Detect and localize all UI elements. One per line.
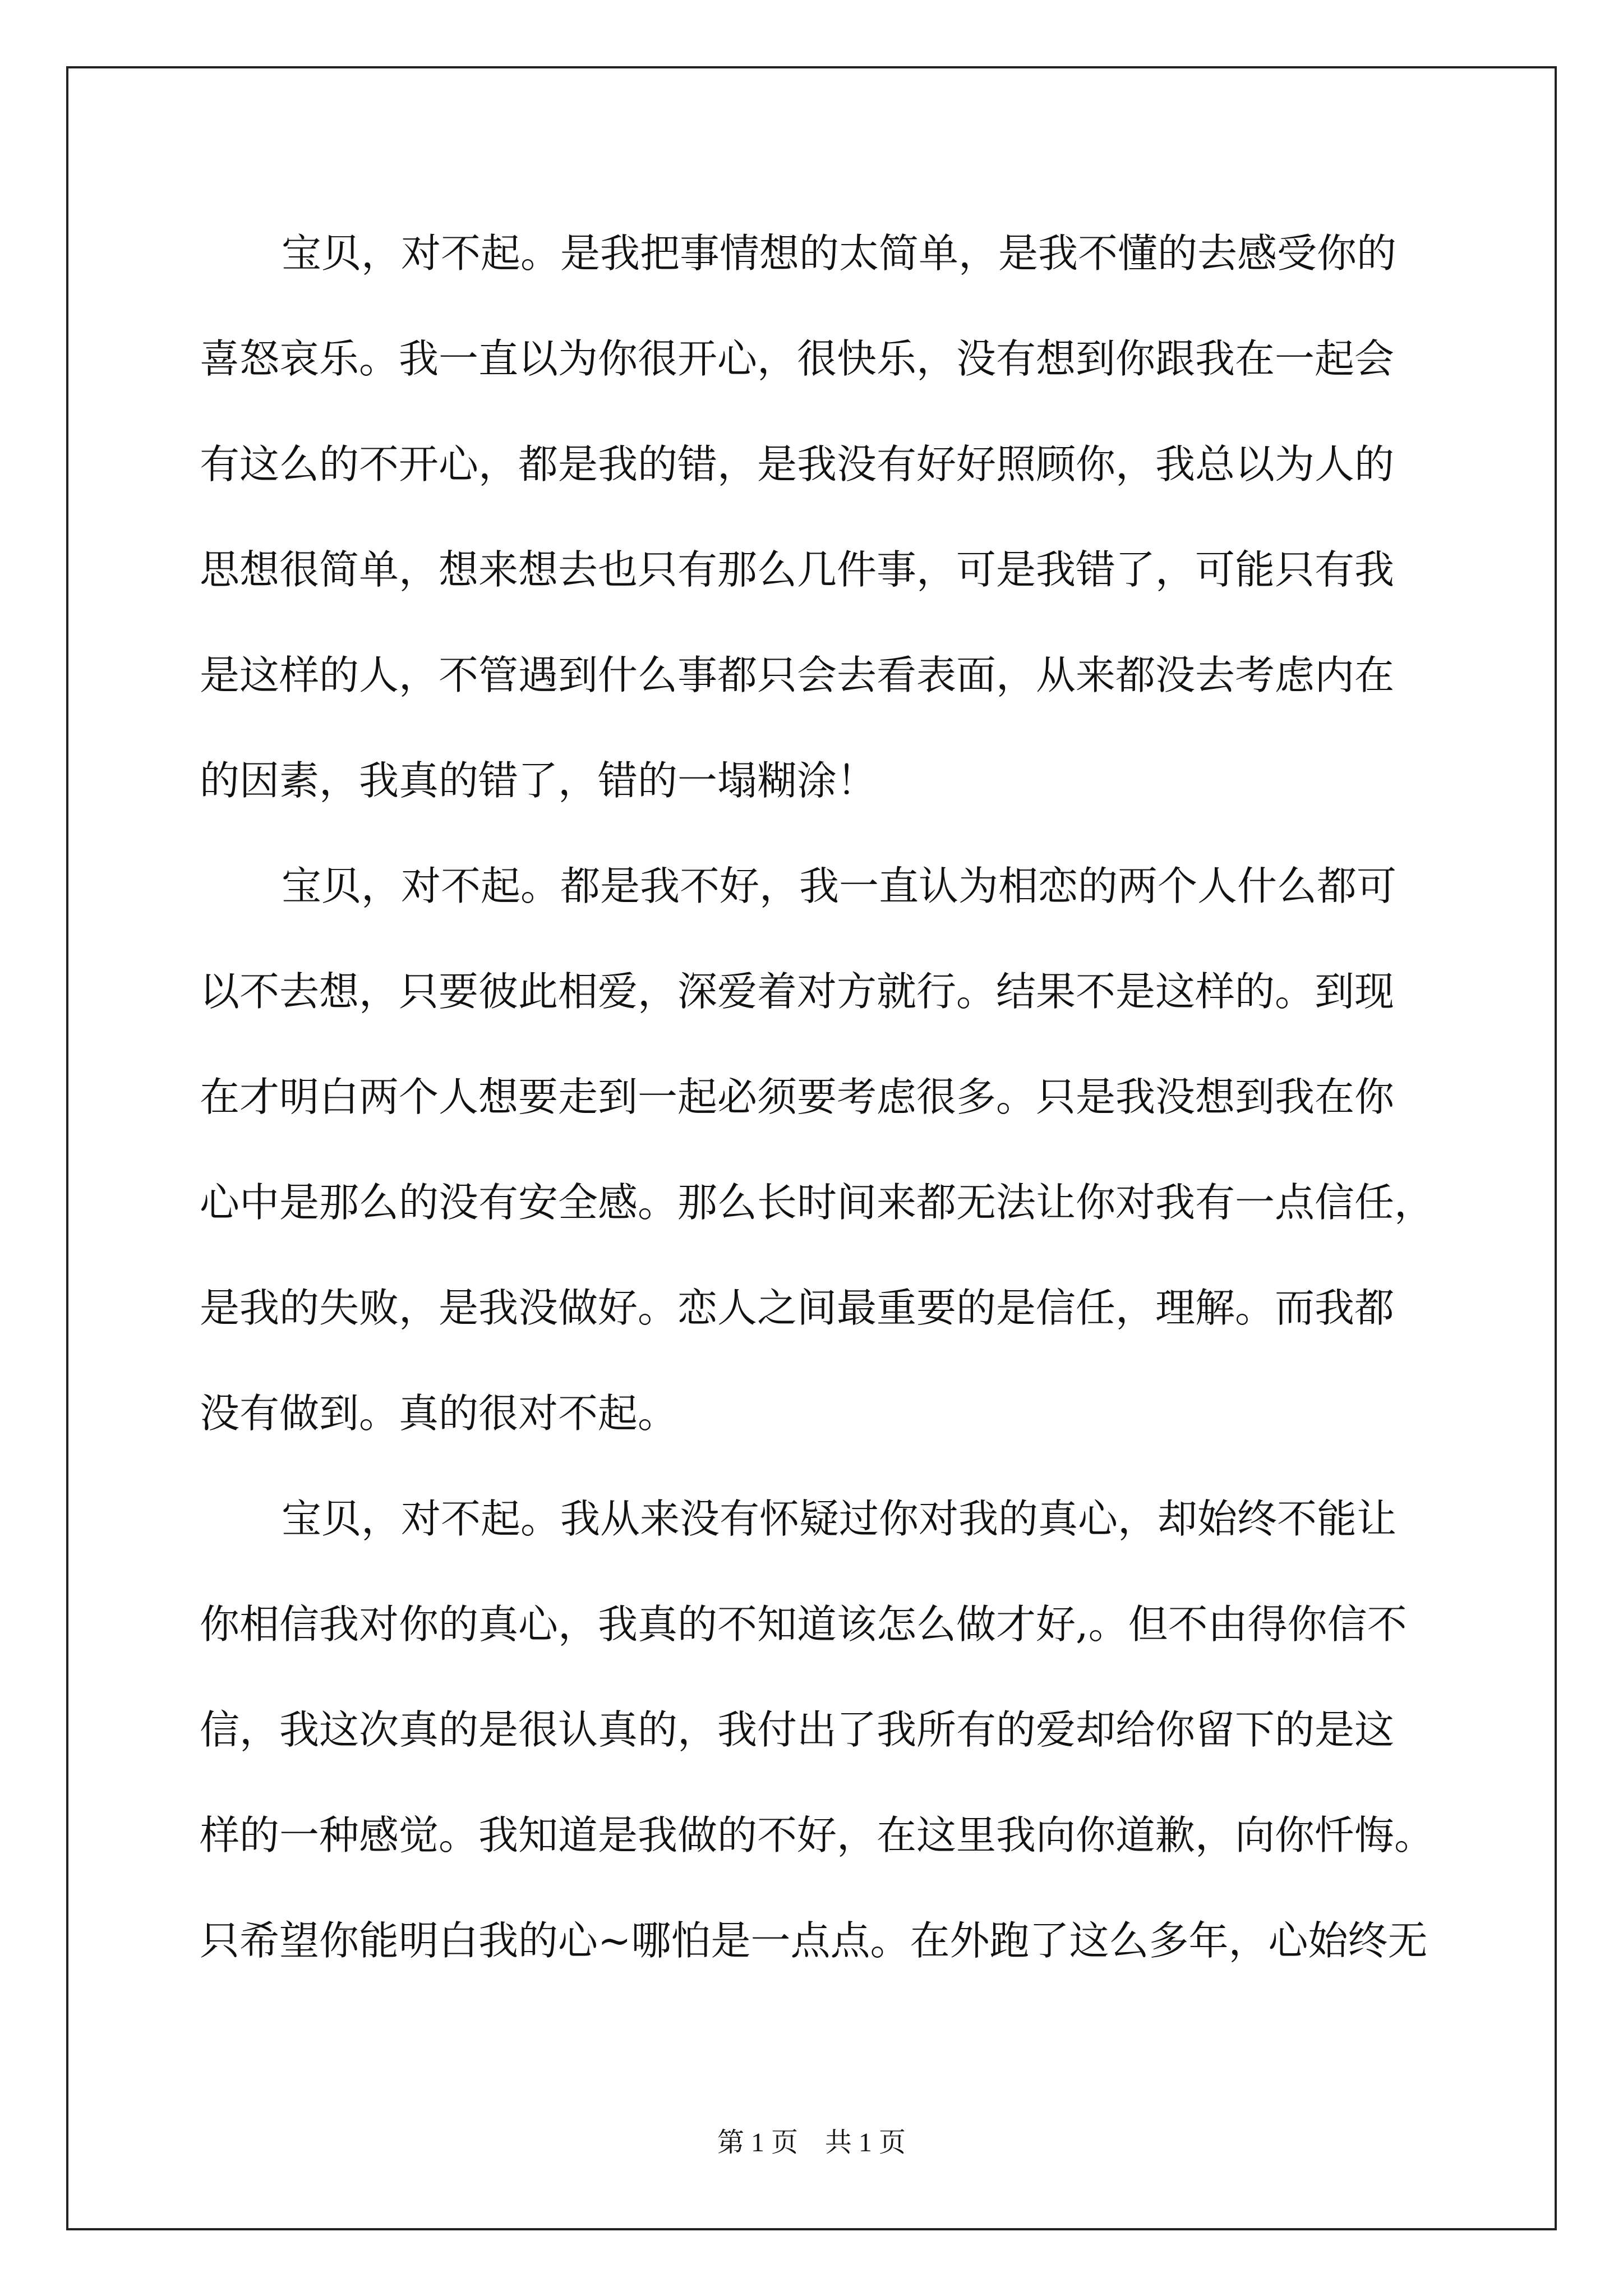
- text-line: 宝贝，对不起。是我把事情想的太简单，是我不懂的去感受你的: [282, 230, 1397, 277]
- text-line: 心中是那么的没有安全感。那么长时间来都无法让你对我有一点信任，: [200, 1179, 1435, 1226]
- text-line: 只希望你能明白我的心~哪怕是一点点。在外跑了这么多年，心始终无: [200, 1917, 1428, 1964]
- text-line: 在才明白两个人想要走到一起必须要考虑很多。只是我没想到我在你: [200, 1074, 1395, 1120]
- text-line: 没有做到。真的很对不起。: [200, 1390, 678, 1437]
- text-line: 的因素，我真的错了，错的一塌糊涂！: [200, 757, 877, 804]
- text-line: 是我的失败，是我没做好。恋人之间最重要的是信任，理解。而我都: [200, 1285, 1395, 1331]
- text-line: 你相信我对你的真心，我真的不知道该怎么做才好,。但不由得你信不: [200, 1601, 1407, 1648]
- text-line: 是这样的人，不管遇到什么事都只会去看表面，从来都没去考虑内在: [200, 652, 1395, 698]
- text-line: 有这么的不开心，都是我的错，是我没有好好照顾你，我总以为人的: [200, 441, 1395, 487]
- text-line: 样的一种感觉。我知道是我做的不好，在这里我向你道歉，向你忏悔。: [200, 1812, 1435, 1858]
- text-line: 以不去想，只要彼此相爱，深爱着对方就行。结果不是这样的。到现: [200, 968, 1395, 1015]
- text-line: 宝贝，对不起。都是我不好，我一直认为相恋的两个人什么都可: [282, 863, 1397, 909]
- document-body: [200, 220, 1435, 2013]
- page-footer: 第 1 页 共 1 页: [717, 2128, 906, 2157]
- text-line: 信，我这次真的是很认真的，我付出了我所有的爱却给你留下的是这: [200, 1706, 1395, 1753]
- text-line: 喜怒哀乐。我一直以为你很开心，很快乐，没有想到你跟我在一起会: [200, 335, 1395, 382]
- text-line: 思想很简单，想来想去也只有那么几件事，可是我错了，可能只有我: [200, 546, 1395, 593]
- text-line: 宝贝，对不起。我从来没有怀疑过你对我的真心，却始终不能让: [282, 1496, 1397, 1542]
